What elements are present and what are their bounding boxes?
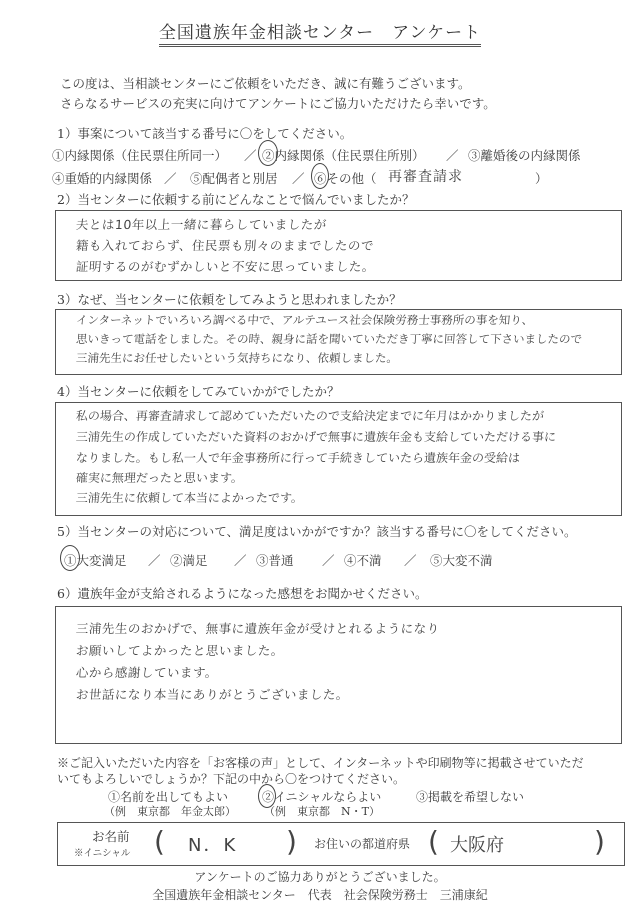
- q2-answer-line: 証明するのがむずかしいと不安に思っていました。: [75, 259, 376, 274]
- q4-answer-line: 確実に無理だったと思います。: [75, 471, 244, 485]
- q4-answer-line: 三浦先生に依頼して本当によかったです。: [75, 491, 304, 505]
- q5-option-1[interactable]: ①大変満足: [64, 553, 127, 568]
- q6-answer-line: お世話になり本当にありがとうございました。: [75, 687, 350, 702]
- selection-circle-mark: [258, 140, 278, 166]
- q5-separator: ／: [322, 553, 335, 568]
- prefecture-value[interactable]: 大阪府: [450, 835, 504, 856]
- q5-option-2[interactable]: ②満足: [170, 553, 208, 568]
- q1-option-1[interactable]: ①内縁関係（住民票住所同一）: [52, 148, 228, 163]
- q2-answer-line: 夫とは10年以上一緒に暮らしていましたが: [75, 217, 328, 232]
- publish-option-3[interactable]: ③掲載を希望しない: [416, 790, 525, 804]
- q3-answer-line: 三浦先生にお任せしたいという気持ちになり、依頼しました。: [75, 351, 399, 365]
- q4-answer-line: なりました。もし私一人で年金事務所に行って手続きしていたら遺族年金の受給は: [75, 451, 521, 465]
- intro-line-2: さらなるサービスの充実に向けてアンケートにご協力いただけたら幸いです。: [60, 96, 496, 111]
- publish-option-1-example: （例 東京都 年金太郎）: [104, 805, 236, 818]
- close-bracket: ): [594, 825, 605, 858]
- q1-separator: ／: [244, 148, 257, 163]
- publish-option-1[interactable]: ①名前を出してもよい: [108, 790, 229, 804]
- intro-line-1: この度は、当相談センターにご依頼をいただき、誠に有難うございます。: [60, 76, 471, 91]
- q1-option-4[interactable]: ④重婚的内縁関係: [52, 171, 153, 186]
- q5-option-3[interactable]: ③普通: [256, 553, 294, 568]
- q1-other-close: ）: [535, 171, 548, 186]
- q5-option-5[interactable]: ⑤大変不満: [430, 553, 493, 568]
- q3-answer-line: 思いきって電話をしました。その時、親身に話を聞いていただき丁寧に回答して下さいましたので: [75, 332, 583, 346]
- selection-circle-mark: [311, 163, 329, 189]
- q1-option-5[interactable]: ⑤配偶者と別居: [190, 171, 278, 186]
- q6-answer-line: 心から感謝しています。: [75, 665, 219, 680]
- selection-circle-mark: [60, 545, 80, 571]
- q3-answer-box[interactable]: [55, 309, 622, 375]
- q3-question: 3）なぜ、当センターに依頼をしてみようと思われましたか？: [57, 292, 402, 307]
- q1-question: 1）事案について該当する番号に〇をしてください。: [57, 126, 353, 141]
- q1-separator: ／: [164, 171, 177, 186]
- respondent-info-box: [57, 822, 625, 866]
- footer-signature: 全国遺族年金相談センター 代表 社会保険労務士 三浦康紀: [152, 888, 488, 902]
- name-label: お名前: [92, 829, 130, 844]
- q3-answer-line: インターネットでいろいろ調べる中で、アルテユース社会保険労務士事務所の事を知り、: [75, 313, 534, 327]
- q1-other-answer[interactable]: 再審査請求: [388, 169, 463, 185]
- q1-separator: ／: [292, 171, 305, 186]
- q1-option-2[interactable]: ②内縁関係（住民票住所別）: [262, 148, 425, 163]
- q6-answer-line: 三浦先生のおかげで、無事に遺族年金が受けとれるようになり: [75, 621, 441, 636]
- q6-answer-line: お願いしてよかったと思いました。: [75, 643, 285, 658]
- publish-note-line-1: ※ご記入いただいた内容を「お客様の声」として、インターネットや印刷物等に掲載させていただ: [57, 756, 584, 770]
- q6-question: 6）遺族年金が支給されるようになった感想をお聞かせください。: [57, 586, 428, 601]
- open-bracket: (: [428, 825, 439, 858]
- q4-question: 4）当センターに依頼をしてみていかがでしたか？: [57, 384, 340, 399]
- q1-option-3[interactable]: ③離婚後の内縁関係: [468, 148, 581, 163]
- name-sublabel: ※イニシャル: [74, 848, 131, 859]
- q4-answer-box[interactable]: [55, 402, 622, 516]
- prefecture-label: お住いの都道府県: [314, 837, 411, 851]
- close-bracket: ): [286, 825, 297, 858]
- page-title: 全国遺族年金相談センター アンケート: [0, 18, 640, 47]
- q6-answer-box[interactable]: [55, 606, 622, 744]
- q2-question: 2）当センターに依頼する前にどんなことで悩んでいましたか？: [57, 192, 415, 207]
- q5-separator: ／: [404, 553, 417, 568]
- q4-answer-line: 私の場合、再審査請求して認めていただいたので支給決定までに年月はかかりましたが: [75, 409, 545, 423]
- name-value[interactable]: N．K: [188, 835, 238, 856]
- publish-option-2-example: （例 東京都 N・T）: [264, 805, 380, 818]
- publish-note-line-2: いてもよろしいでしょうか？下記の中から〇をつけてください。: [57, 772, 406, 786]
- q5-option-4[interactable]: ④不満: [344, 553, 382, 568]
- q4-answer-line: 三浦先生の作成していただいた資料のおかげで無事に遺族年金も支給していただける事に: [75, 430, 557, 444]
- q1-separator: ／: [446, 148, 459, 163]
- open-bracket: (: [154, 825, 165, 858]
- footer-thanks: アンケートのご協力ありがとうございました。: [194, 870, 446, 884]
- q5-separator: ／: [148, 553, 161, 568]
- q5-question: 5）当センターの対応について、満足度はいかがですか？該当する番号に〇をしてください。: [57, 524, 577, 539]
- q1-option-6[interactable]: ⑥その他（: [314, 171, 377, 186]
- publish-option-2[interactable]: ②イニシャルならよい: [262, 790, 382, 804]
- q2-answer-box[interactable]: [55, 210, 622, 281]
- q2-answer-line: 籍も入れておらず、住民票も別々のままでしたので: [75, 238, 375, 253]
- q5-separator: ／: [234, 553, 247, 568]
